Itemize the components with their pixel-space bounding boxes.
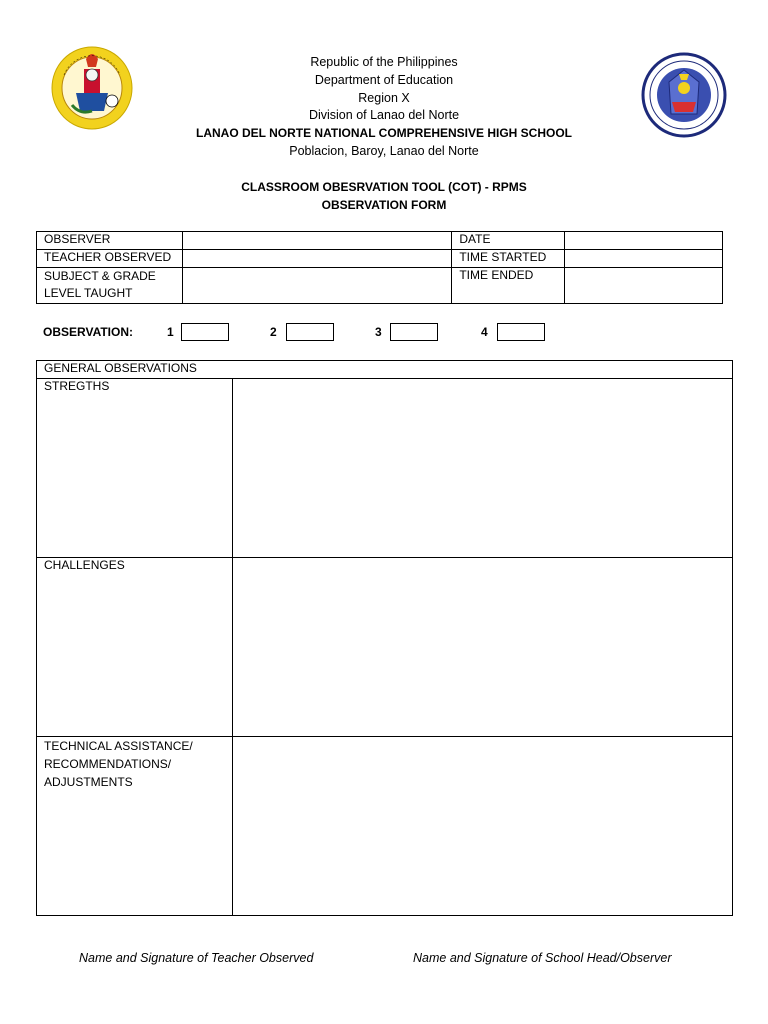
challenges-field[interactable] [232, 558, 732, 737]
teacher-signature-label: Name and Signature of Teacher Observed [79, 951, 314, 965]
observation-box-1[interactable] [181, 323, 229, 341]
time-ended-label: TIME ENDED [452, 268, 565, 304]
subject-grade-label-line1: SUBJECT & GRADE [44, 269, 156, 283]
school-address: Poblacion, Baroy, Lanao del Norte [289, 144, 479, 158]
observer-info-table [36, 231, 723, 304]
observation-number-3: 3 [375, 325, 382, 339]
strengths-label: STREGTHS [37, 379, 233, 558]
observation-number-1: 1 [167, 325, 174, 339]
teacher-observed-label: TEACHER OBSERVED [37, 250, 183, 268]
technical-assistance-field[interactable] [232, 737, 732, 916]
form-title: CLASSROOM OBESRVATION TOOL (COT) - RPMS [241, 180, 527, 194]
observation-number-2: 2 [270, 325, 277, 339]
time-started-field[interactable] [565, 250, 723, 268]
technical-assistance-line3: ADJUSTMENTS [44, 775, 133, 789]
time-ended-field[interactable] [565, 268, 723, 304]
date-label: DATE [452, 232, 565, 250]
observation-label: OBSERVATION: [43, 325, 134, 339]
observation-box-2[interactable] [286, 323, 334, 341]
subject-grade-label [37, 268, 183, 304]
observation-box-3[interactable] [390, 323, 438, 341]
technical-assistance-label [37, 737, 233, 916]
observation-box-4[interactable] [497, 323, 545, 341]
observer-field[interactable] [182, 232, 451, 250]
school-head-signature-label: Name and Signature of School Head/Observer [413, 951, 672, 965]
header-department: Department of Education [314, 73, 454, 87]
header-division: Division of Lanao del Norte [308, 108, 460, 122]
time-started-label: TIME STARTED [452, 250, 565, 268]
subject-grade-label-line2: LEVEL TAUGHT [44, 286, 133, 300]
strengths-field[interactable] [232, 379, 732, 558]
teacher-observed-field[interactable] [182, 250, 451, 268]
header-republic: Republic of the Philippines [310, 55, 458, 69]
observation-number-4: 4 [481, 325, 488, 339]
school-name: LANAO DEL NORTE NATIONAL COMPREHENSIVE HIGH SCHOOL [195, 126, 573, 140]
technical-assistance-line2: RECOMMENDATIONS/ [44, 757, 172, 771]
observer-label: OBSERVER [37, 232, 183, 250]
challenges-label: CHALLENGES [37, 558, 233, 737]
header-region: Region X [358, 91, 410, 105]
form-subtitle: OBSERVATION FORM [321, 198, 447, 212]
general-observations-table [36, 360, 733, 916]
technical-assistance-line1: TECHNICAL ASSISTANCE/ [44, 739, 193, 753]
subject-grade-field[interactable] [182, 268, 451, 304]
date-field[interactable] [565, 232, 723, 250]
general-observations-heading: GENERAL OBSERVATIONS [37, 361, 733, 379]
